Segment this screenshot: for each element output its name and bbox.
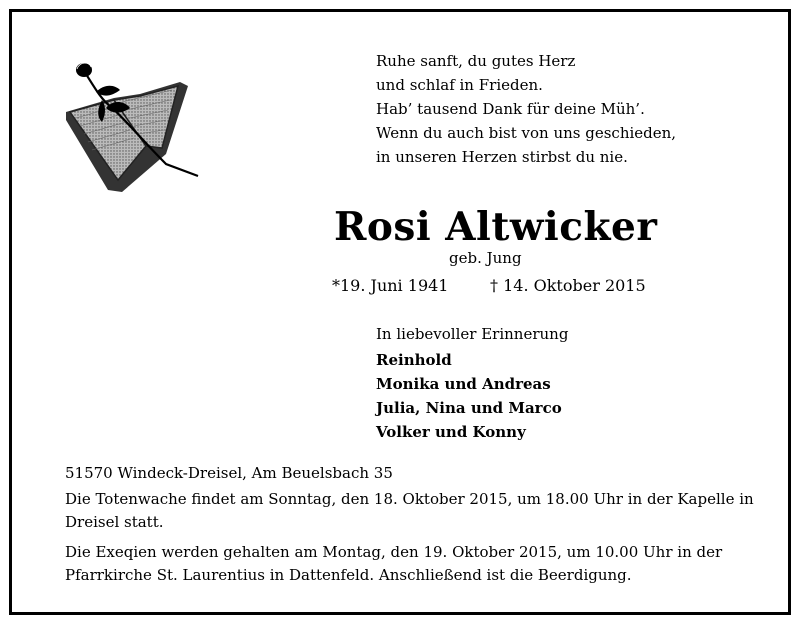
funeral-notice: Die Exeqien werden gehalten am Montag, den 19. Oktober 2015, um 10.00 Uhr in der Pfarrkirche St. Laurentius in Dattenfeld. Anschließend ist die Beerdigung. (65, 543, 723, 584)
poem-line: Hab’ tausend Dank für deine Müh’. (376, 100, 645, 118)
maiden-name: geb. Jung (449, 249, 522, 267)
birth-date: *19. Juni 1941 (332, 276, 449, 295)
mourner-name: Volker und Konny (376, 423, 526, 441)
mourner-name: Julia, Nina und Marco (376, 399, 562, 417)
deceased-name: Rosi Altwicker (334, 204, 658, 250)
address: 51570 Windeck-Dreisel, Am Beuelsbach 35 (65, 464, 393, 482)
mourner-name: Reinhold (376, 351, 452, 369)
open-book-with-rose-icon (62, 60, 202, 195)
mourner-name: Monika und Andreas (376, 375, 551, 393)
poem-line: Wenn du auch bist von uns geschieden, (376, 124, 677, 142)
mourners-intro: In liebevoller Erinnerung (376, 325, 569, 343)
wake-notice: Die Totenwache findet am Sonntag, den 18. Oktober 2015, um 18.00 Uhr in der Kapelle in Dreisel statt. (65, 490, 754, 531)
obituary-notice (9, 9, 791, 615)
poem-line: Ruhe sanft, du gutes Herz (376, 52, 576, 70)
poem-line: und schlaf in Frieden. (376, 76, 543, 94)
death-date: † 14. Oktober 2015 (490, 276, 646, 295)
poem-line: in unseren Herzen stirbst du nie. (376, 148, 628, 166)
